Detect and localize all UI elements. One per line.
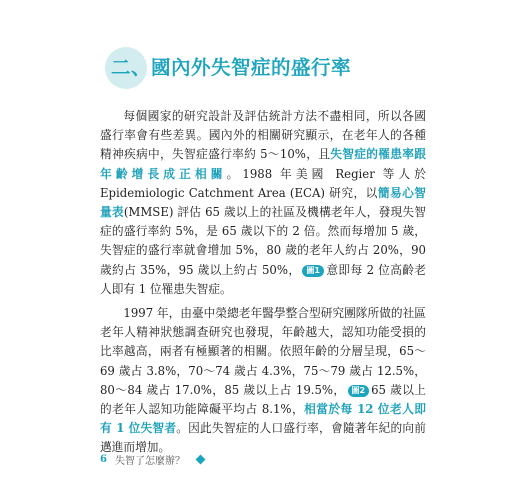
highlighted-text: 簡易心智量表 <box>100 185 426 220</box>
paragraph-2 <box>100 304 426 458</box>
diamond-icon <box>196 455 206 465</box>
text-run: 。1988 年美國 Regier 等人於 Epidemiologic Catchment Area (ECA) 研究，以 <box>100 166 426 200</box>
running-book-title: 失智了怎麼辦？ <box>114 456 185 467</box>
text-run: 65 歲以上的老年人認知功能障礙平均占 8.1%， <box>100 382 426 417</box>
section-heading <box>111 53 351 83</box>
text-run: 意即每 2 位高齡老人即有 1 位罹患失智症。 <box>100 262 426 296</box>
paragraph-1 <box>100 107 426 299</box>
figure-reference-badge: 圖2 <box>348 385 370 397</box>
section-title: 二、國內外失智症的盛行率 <box>111 56 352 79</box>
text-run: (MMSE) 評估 65 歲以上的社區及機構老年人，發現失智症的盛行率約 5%，是 65 歲以下的 2 倍。然而每增加 5 歲，失智症的盛行率就會增加 5%，80 歲的老年人約占 20%，90 歲約占 35%，95 歲以上約占 50%， <box>100 205 426 277</box>
text-run: 。因此失智症的人口盛行率，會隨著年紀的向前邁進而增加。 <box>100 421 426 455</box>
figure-reference-badge: 圖1 <box>302 265 324 277</box>
body-text <box>100 107 426 458</box>
text-run: 每個國家的研究設計及評估統計方法不盡相同，所以各國盛行率會有些差異。國內外的相關研究顯示，在老年人的各種精神疾病中，失智症盛行率約 5～10%，且 <box>100 109 426 162</box>
highlighted-text: 相當於每 12 位老人即有 1 位失智者 <box>100 402 426 436</box>
page-footer <box>100 452 204 467</box>
page-number: 6 <box>100 454 107 465</box>
text-run: 1997 年，由臺中榮總老年醫學整合型研究團隊所做的社區老年人精神狀態調查研究也發現，年齡越大，認知功能受損的比率越高，兩者有極顯著的相關。依照年齡的分層呈現，65～69 歲占 3.8%，70～74 歲占 4.3%，75～79 歲占 12.5%，80～84 歲占 17.0%，85 歲以上占 19.5%， <box>100 306 426 397</box>
highlighted-text: 失智症的罹患率跟年齡增長成正相關 <box>100 147 426 181</box>
